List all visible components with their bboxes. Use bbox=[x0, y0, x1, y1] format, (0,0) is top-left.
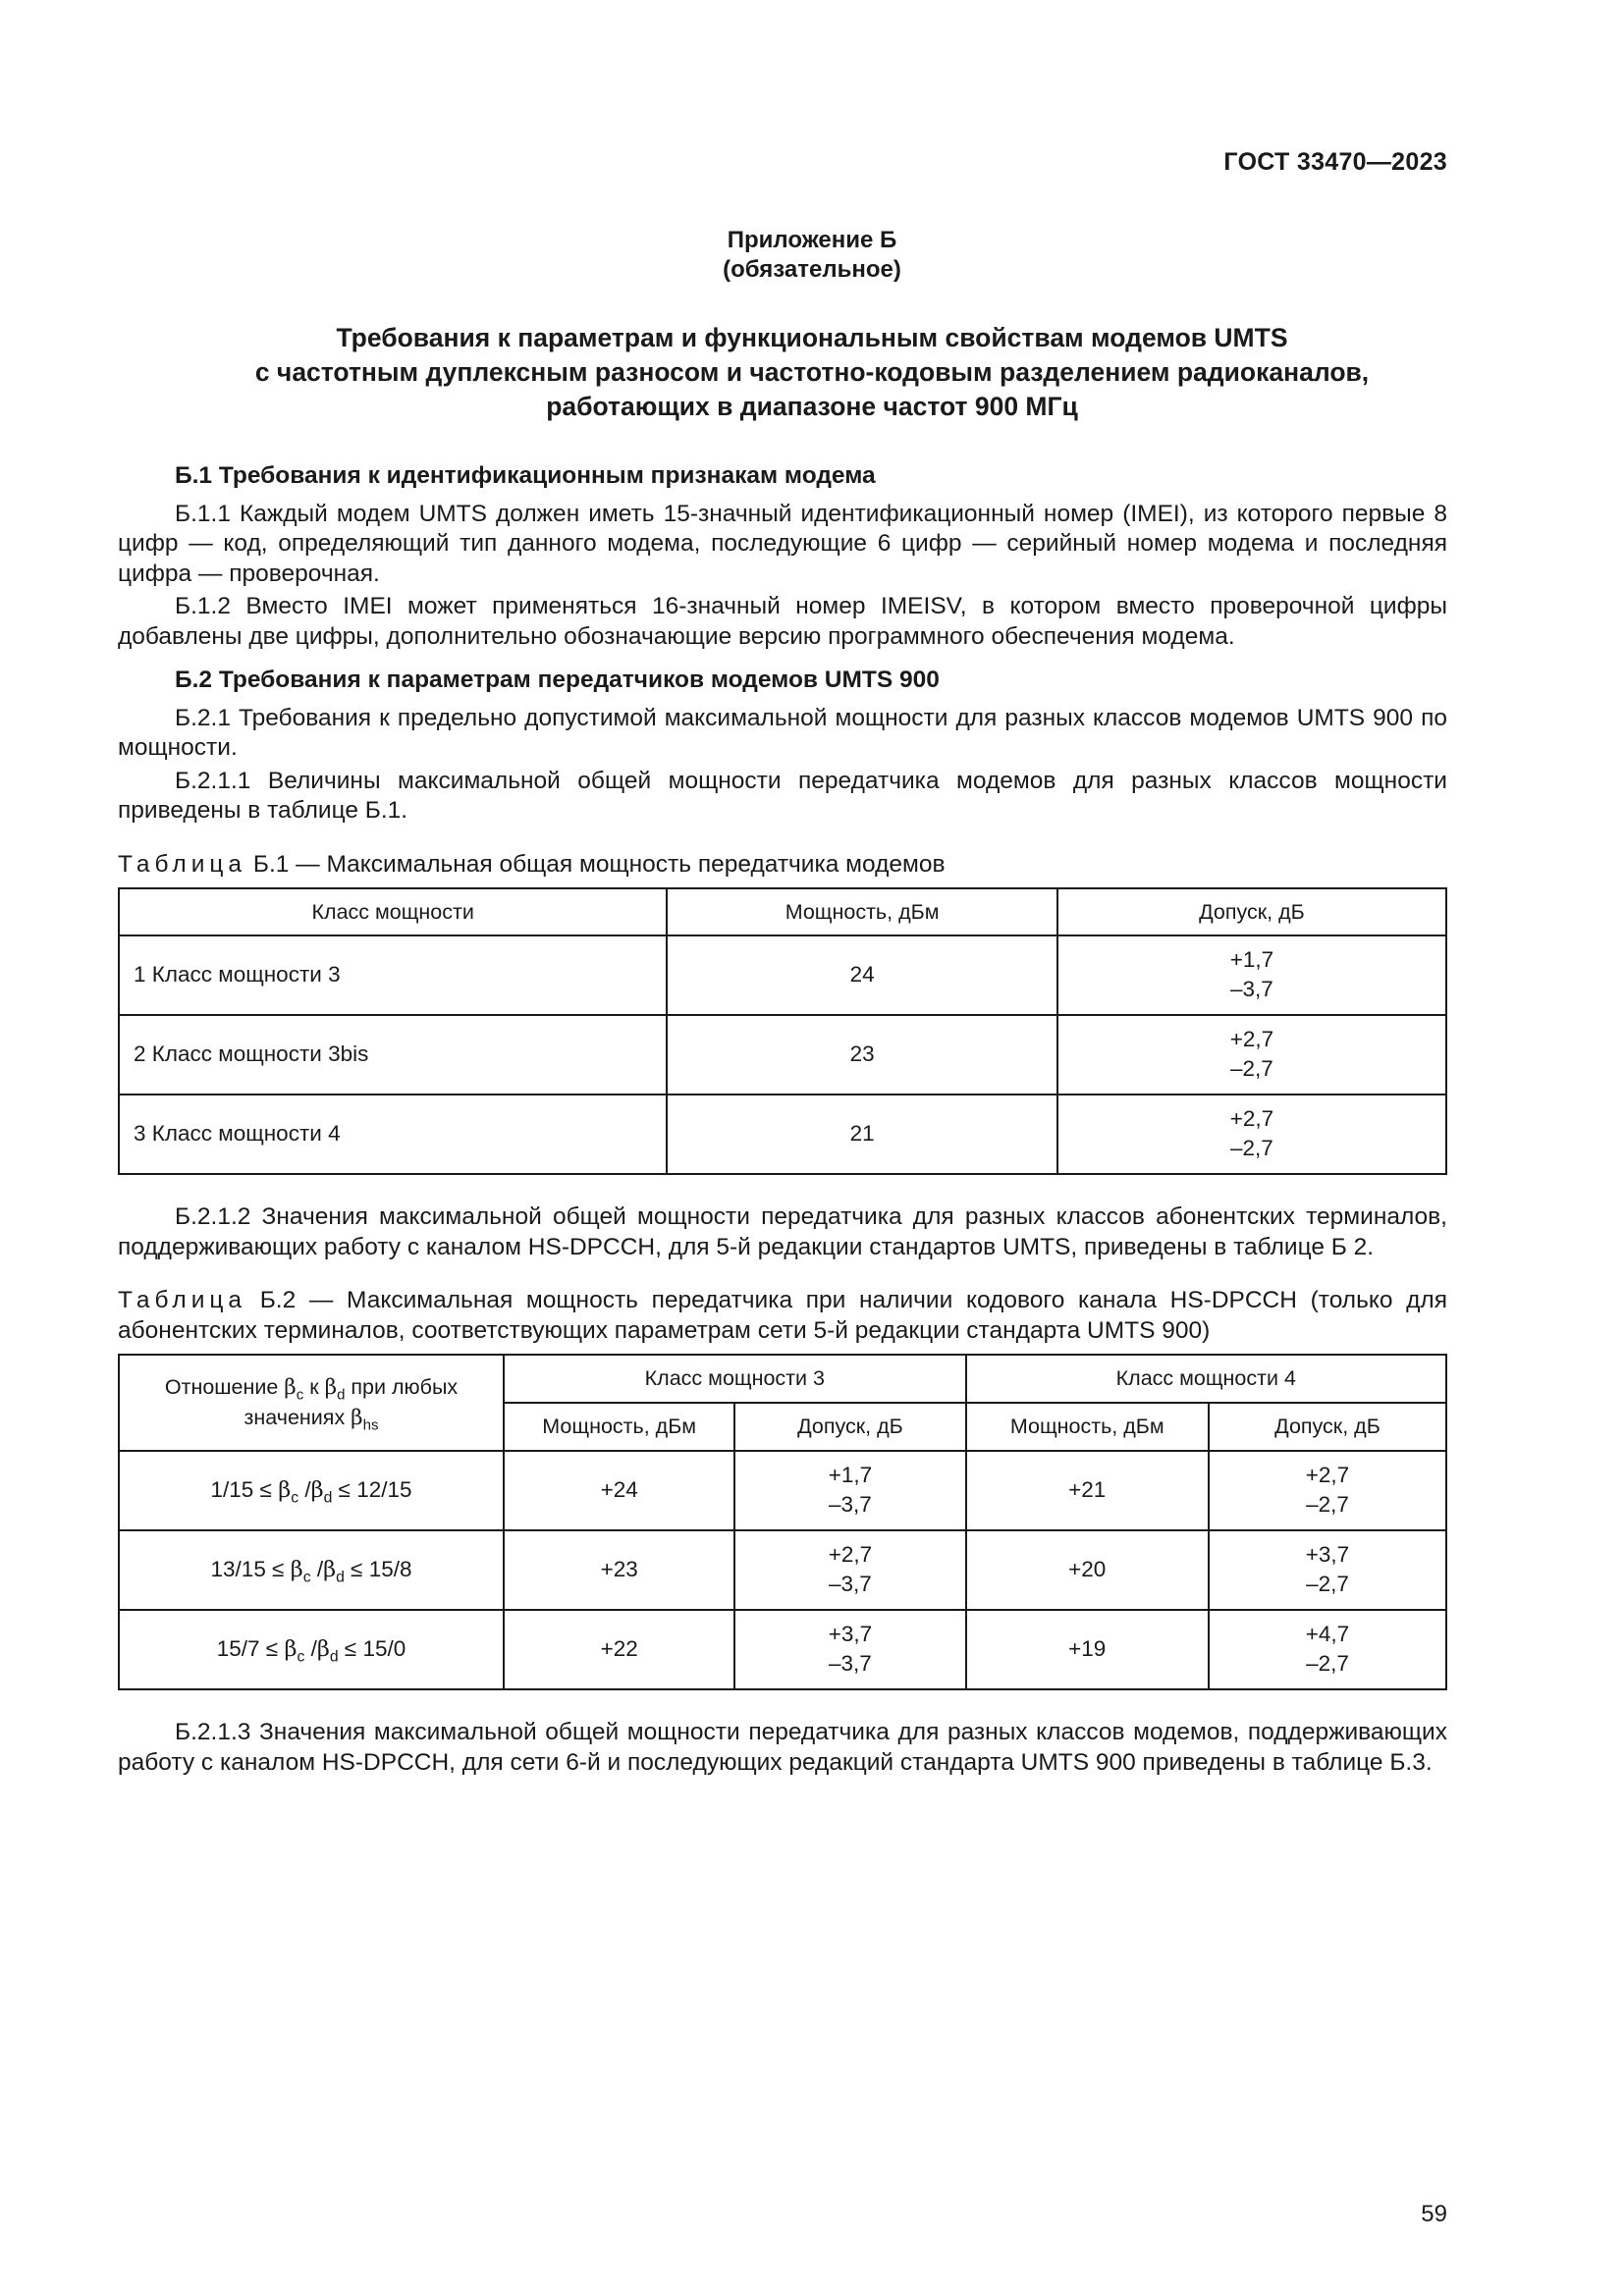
header-power-class-3: Класс мощности 3 bbox=[504, 1355, 965, 1403]
appendix-label: Приложение Б bbox=[727, 227, 897, 253]
cell-tolerance: +1,7 –3,7 bbox=[734, 1451, 965, 1530]
table-b2-caption bbox=[118, 1286, 1447, 1346]
header-power-class: Класс мощности bbox=[119, 888, 667, 935]
table-row bbox=[119, 1015, 1446, 1095]
appendix-status: (обязательное) bbox=[723, 256, 901, 283]
cell-tolerance: +4,7 –2,7 bbox=[1209, 1610, 1446, 1689]
cell-power-class: 2 Класс мощности 3bis bbox=[119, 1015, 667, 1095]
cell-power-class: 3 Класс мощности 4 bbox=[119, 1095, 667, 1174]
cell-power: 24 bbox=[667, 935, 1056, 1015]
table-row bbox=[119, 1610, 1446, 1689]
document-body bbox=[118, 461, 1447, 1781]
cell-power: 23 bbox=[667, 1015, 1056, 1095]
table-header-row bbox=[119, 888, 1446, 935]
title-line-2: с частотным дуплексным разносом и частотно-кодовым разделением радиоканалов, bbox=[254, 357, 1370, 387]
tolerance-plus: +2,7 bbox=[1229, 1027, 1274, 1052]
table-row bbox=[119, 1530, 1446, 1610]
cell-beta-ratio: $13/15 \le \beta_c$ $/\beta_d \le 15/8$ bbox=[119, 1530, 504, 1610]
cell-tolerance bbox=[1057, 1095, 1446, 1174]
cell-power: +24 bbox=[504, 1451, 734, 1530]
table-row bbox=[119, 1095, 1446, 1174]
tolerance-minus: –3,7 bbox=[1230, 977, 1273, 1002]
appendix-title bbox=[147, 321, 1477, 424]
paragraph-b213: Б.2.1.3 Значения максимальной общей мощности передатчика для разных классов модемов, поддерживающих работу с каналом HS-DPCCH, для сети 6-й и последующих редакций стандарта UMTS 900 приведены в таблице Б.3. bbox=[118, 1719, 1447, 1776]
title-line-1: Требования к параметрам и функциональным свойствам модемов UMTS bbox=[336, 323, 1288, 352]
cell-power: 21 bbox=[667, 1095, 1056, 1174]
cell-beta-ratio: $15/7 \le \beta_c$ $/\beta_d \le 15/0$ bbox=[119, 1610, 504, 1689]
tolerance-minus: –2,7 bbox=[1230, 1136, 1273, 1161]
tolerance-plus: +2,7 bbox=[1229, 1106, 1274, 1132]
paragraph-b21: Б.2.1 Требования к предельно допустимой максимальной мощности для разных классов модемов UMTS 900 по мощности. bbox=[118, 704, 1447, 761]
page-number: 59 bbox=[1421, 2201, 1447, 2227]
table-b2-caption-prefix: Таблица bbox=[118, 1287, 247, 1313]
header-beta-ratio: Отношение $\beta_c$ к $\beta_d$ при любых значениях $\beta_{hs}$ bbox=[119, 1355, 504, 1451]
cell-tolerance: +2,7 –3,7 bbox=[734, 1530, 965, 1610]
cell-tolerance: +3,7 –2,7 bbox=[1209, 1530, 1446, 1610]
table-b2-caption-text: Б.2 — Максимальная мощность передатчика при наличии кодового канала HS-DPCCH (только для абонентских терминалов, соответствующих параметрам сети 5-й редакции стандарта UMTS 900) bbox=[118, 1287, 1447, 1344]
appendix-heading bbox=[0, 226, 1624, 285]
header-power-class-4: Класс мощности 4 bbox=[966, 1355, 1446, 1403]
table-b1-caption-prefix: Таблица bbox=[118, 850, 247, 878]
table-b1-caption-text: Б.1 — Максимальная общая мощность передатчика модемов bbox=[246, 850, 946, 878]
cell-tolerance bbox=[1057, 935, 1446, 1015]
cell-power-class: 1 Класс мощности 3 bbox=[119, 935, 667, 1015]
cell-tolerance: +2,7 –2,7 bbox=[1209, 1451, 1446, 1530]
tolerance-plus: +1,7 bbox=[1229, 947, 1274, 973]
paragraph-b12: Б.1.2 Вместо IMEI может применяться 16-значный номер IMEISV, в котором вместо проверочной цифры добавлены две цифры, дополнительно обозначающие версию программного обеспечения модема. bbox=[118, 593, 1447, 650]
paragraph-b11: Б.1.1 Каждый модем UMTS должен иметь 15-значный идентификационный номер (IMEI), из которого первые 8 цифр — код, определяющий тип данного модема, последующие 6 цифр — серийный номер модема и последняя цифра — проверочная. bbox=[118, 500, 1447, 587]
cell-power: +21 bbox=[966, 1451, 1209, 1530]
header-power: Мощность, дБм bbox=[966, 1403, 1209, 1451]
table-b1 bbox=[118, 887, 1447, 1175]
header-power: Мощность, дБм bbox=[504, 1403, 734, 1451]
header-tolerance: Допуск, дБ bbox=[734, 1403, 965, 1451]
section-heading-b2: Б.2 Требования к параметрам передатчиков модемов UMTS 900 bbox=[175, 667, 940, 693]
cell-power: +20 bbox=[966, 1530, 1209, 1610]
header-tolerance: Допуск, дБ bbox=[1209, 1403, 1446, 1451]
table-row bbox=[119, 1451, 1446, 1530]
table-b1-caption bbox=[118, 850, 1447, 881]
table-b2 bbox=[118, 1354, 1447, 1690]
document-header: ГОСТ 33470—2023 bbox=[1223, 148, 1447, 176]
tolerance-minus: –2,7 bbox=[1230, 1056, 1273, 1082]
header-tolerance: Допуск, дБ bbox=[1057, 888, 1446, 935]
paragraph-b211: Б.2.1.1 Величины максимальной общей мощности передатчика модемов для разных классов мощности приведены в таблице Б.1. bbox=[118, 767, 1447, 824]
cell-power: +19 bbox=[966, 1610, 1209, 1689]
section-heading-b1: Б.1 Требования к идентификационным признакам модема bbox=[175, 462, 876, 489]
cell-power: +22 bbox=[504, 1610, 734, 1689]
table-header-row bbox=[119, 1355, 1446, 1403]
header-power: Мощность, дБм bbox=[667, 888, 1056, 935]
cell-tolerance: +3,7 –3,7 bbox=[734, 1610, 965, 1689]
cell-power: +23 bbox=[504, 1530, 734, 1610]
cell-tolerance bbox=[1057, 1015, 1446, 1095]
table-row bbox=[119, 935, 1446, 1015]
title-line-3: работающих в диапазоне частот 900 МГц bbox=[546, 392, 1078, 421]
paragraph-b212: Б.2.1.2 Значения максимальной общей мощности передатчика для разных классов абонентских терминалов, поддерживающих работу с каналом HS-DPCCH, для 5-й редакции стандартов UMTS, приведены в таблице Б 2. bbox=[118, 1203, 1447, 1260]
cell-beta-ratio: $1/15 \le \beta_c$ $/\beta_d \le 12/15$ bbox=[119, 1451, 504, 1530]
